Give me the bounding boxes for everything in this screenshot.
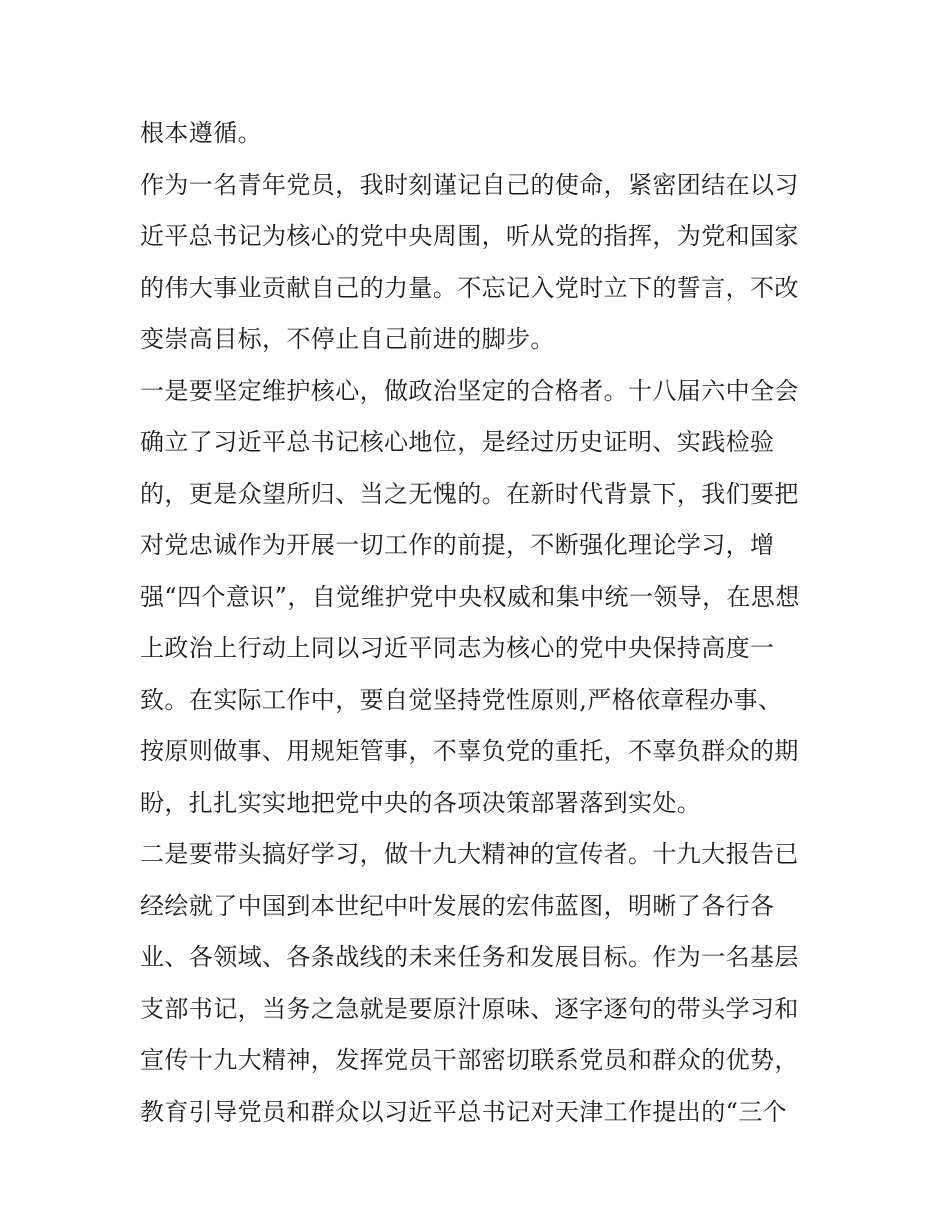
- text-line: 一是要坚定维护核心，做政治坚定的合格者。十八届六中全会: [140, 376, 799, 405]
- text-line: 二是要带头搞好学习，做十九大精神的宣传者。十九大报告已: [140, 840, 799, 868]
- text-line: 近平总书记为核心的党中央周围，听从党的指挥，为党和国家: [140, 222, 799, 250]
- document-body: [140, 108, 812, 1138]
- text-line: 变崇高目标，不停止自己前进的脚步。: [140, 325, 555, 353]
- text-line: 的伟大事业贡献自己的力量。不忘记入党时立下的誓言，不改: [140, 273, 799, 302]
- text-line: 强“四个意识”，自觉维护党中央权威和集中统一领导，在思想: [140, 582, 800, 611]
- text-line: 支部书记，当务之急就是要原汁原味、逐字逐句的带头学习和: [140, 994, 799, 1023]
- text-line: 按原则做事、用规矩管事，不辜负党的重托，不辜负群众的期: [140, 737, 799, 765]
- text-line: 宣传十九大精神，发挥党员干部密切联系党员和群众的优势，: [140, 1046, 799, 1074]
- text-line: 根本遵循。: [140, 119, 262, 147]
- text-line: 对党忠诚作为开展一切工作的前提，不断强化理论学习，增: [140, 531, 775, 559]
- text-line: 教育引导党员和群众以习近平总书记对天津工作提出的“三个: [140, 1097, 788, 1126]
- text-line: 上政治上行动上同以习近平同志为核心的党中央保持高度一: [140, 634, 775, 662]
- text-line: 确立了习近平总书记核心地位，是经过历史证明、实践检验: [140, 428, 775, 456]
- text-line: 业、各领域、各条战线的未来任务和发展目标。作为一名基层: [140, 943, 799, 971]
- text-line: 经绘就了中国到本世纪中叶发展的宏伟蓝图，明晰了各行各: [140, 891, 775, 920]
- text-line: 的，更是众望所归、当之无愧的。在新时代背景下，我们要把: [140, 479, 799, 508]
- text-line: 作为一名青年党员，我时刻谨记自己的使命，紧密团结在以习: [140, 170, 799, 199]
- text-line: 盼，扎扎实实地把党中央的各项决策部署落到实处。: [140, 788, 702, 817]
- text-line: 致。在实际工作中，要自觉坚持党性原则,严格依章程办事、: [140, 685, 783, 714]
